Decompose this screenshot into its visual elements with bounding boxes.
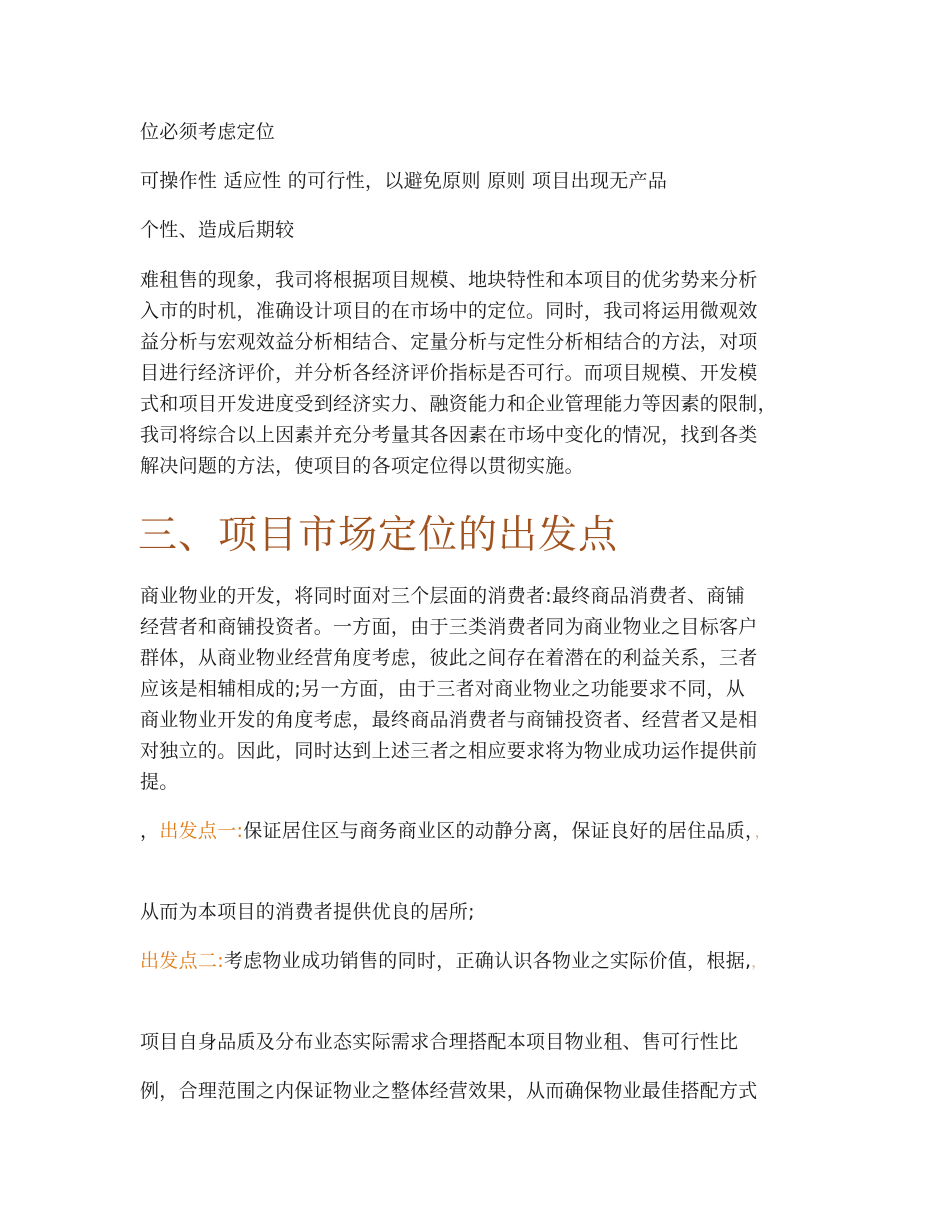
point-label: 出发点二: <box>140 950 224 972</box>
point-trail: ， <box>751 955 766 971</box>
paragraph-consumers <box>140 581 840 798</box>
paragraph-line: 对独立的。因此，同时达到上述三者之相应要求将为物业成功运作提供前 <box>140 740 758 762</box>
paragraph-line: 入市的时机，准确设计项目的在市场中的定位。同时，我司将运用微观效 <box>140 300 758 322</box>
paragraph-positioning <box>140 265 840 482</box>
paragraph-line: 商业物业开发的角度考虑，最终商品消费者与商铺投资者、经营者又是相 <box>140 709 758 731</box>
paragraph-line: 式和项目开发进度受到经济实力、融资能力和企业管理能力等因素的限制， <box>140 393 777 415</box>
paragraph-line: 经营者和商铺投资者。一方面，由于三类消费者同为商业物业之目标客户 <box>140 616 758 638</box>
paragraph-line: 提。 <box>140 771 179 793</box>
text-line-1: 位必须考虑定位 <box>140 121 276 143</box>
paragraph-line: 群体，从商业物业经营角度考虑，彼此之间存在着潜在的利益关系，三者 <box>140 647 758 669</box>
starting-point-1-continued: 从而为本项目的消费者提供优良的居所; <box>140 901 475 923</box>
point-text: 保证居住区与商务商业区的动静分离，保证良好的居住品质， <box>243 820 755 842</box>
paragraph-line: 我司将综合以上因素并充分考量其各因素在市场中变化的情况，找到各类 <box>140 424 758 446</box>
point-prefix: ， <box>140 820 160 842</box>
paragraph-line: 解决问题的方法，使项目的各项定位得以贯彻实施。 <box>140 455 584 477</box>
paragraph-line: 益分析与宏观效益分析相结合、定量分析与定性分析相结合的方法，对项 <box>140 331 758 353</box>
starting-point-2 <box>140 946 766 979</box>
section-heading: 三、项目市场定位的出发点 <box>138 513 619 558</box>
point-label: 出发点一: <box>159 820 244 842</box>
point-trail: ， <box>754 825 770 841</box>
text-line-2: 可操作性 适应性 的可行性，以避免原则 原则 项目出现无产品 <box>140 170 668 192</box>
paragraph-line: 难租售的现象，我司将根据项目规模、地块特性和本项目的优劣势来分析 <box>140 269 758 291</box>
starting-point-2-continued-1: 项目自身品质及分布业态实际需求合理搭配本项目物业租、售可行性比 <box>140 1031 739 1053</box>
paragraph-line: 商业物业的开发，将同时面对三个层面的消费者:最终商品消费者、商铺 <box>140 585 746 607</box>
paragraph-line: 应该是相辅相成的;另一方面，由于三者对商业物业之功能要求不同，从 <box>140 678 746 700</box>
text-line-3: 个性、造成后期较 <box>140 219 295 241</box>
paragraph-line: 目进行经济评价，并分析各经济评价指标是否可行。而项目规模、开发模 <box>140 362 758 384</box>
starting-point-1 <box>140 816 769 849</box>
point-text: 考虑物业成功销售的同时，正确认识各物业之实际价值，根据, <box>223 950 752 972</box>
starting-point-2-continued-2: 例，合理范围之内保证物业之整体经营效果，从而确保物业最佳搭配方式 <box>140 1080 758 1102</box>
